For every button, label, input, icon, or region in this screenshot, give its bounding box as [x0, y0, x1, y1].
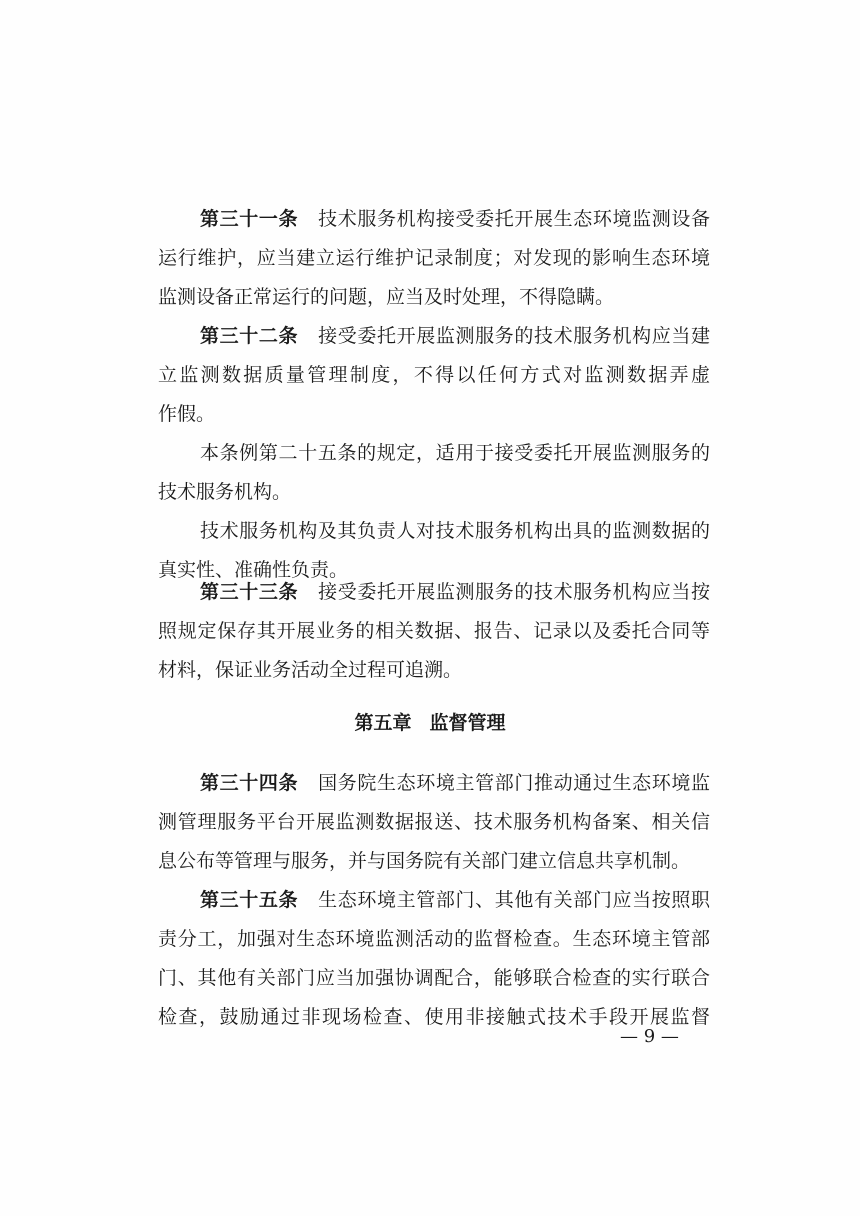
article-32-para3-line-2: 真实性、准确性负责。	[158, 559, 349, 581]
article-35-line-1: 第三十五条 生态环境主管部门、其他有关部门应当按照职	[200, 889, 710, 911]
article-34-line-3: 息公布等管理与服务，并与国务院有关部门建立信息共享机制。	[158, 850, 691, 872]
article-32-line-2: 立监测数据质量管理制度，不得以任何方式对监测数据弄虚	[158, 364, 710, 386]
article-34-line-2: 测管理服务平台开展监测数据报送、技术服务机构备案、相关信	[158, 811, 710, 833]
article-35-line-3: 门、其他有关部门应当加强协调配合，能够联合检查的实行联合	[158, 967, 710, 989]
chapter-title: 监督管理	[429, 712, 506, 734]
article-31-line-3: 监测设备正常运行的问题，应当及时处理，不得隐瞒。	[158, 286, 615, 308]
chapter-heading	[0, 709, 860, 737]
chapter-number: 第五章	[354, 712, 412, 734]
article-33-number: 第三十三条	[200, 581, 299, 603]
article-34-line-1: 第三十四条 国务院生态环境主管部门推动通过生态环境监	[200, 772, 710, 794]
article-32-para2-line-1: 本条例第二十五条的规定，适用于接受委托开展监测服务的	[200, 442, 710, 464]
article-32-para2-line-2: 技术服务机构。	[158, 481, 292, 503]
article-35-line-4: 检查，鼓励通过非现场检查、使用非接触式技术手段开展监督	[158, 1006, 710, 1028]
article-35-number: 第三十五条	[200, 889, 299, 911]
article-33-line-2: 照规定保存其开展业务的相关数据、报告、记录以及委托合同等	[158, 620, 710, 642]
article-33-line-3: 材料，保证业务活动全过程可追溯。	[158, 659, 463, 681]
article-34-number: 第三十四条	[200, 772, 299, 794]
article-32-number: 第三十二条	[200, 325, 299, 347]
article-32-line-3: 作假。	[158, 403, 216, 425]
article-31-line-2: 运行维护，应当建立运行维护记录制度；对发现的影响生态环境	[158, 247, 710, 269]
article-31-line-1: 第三十一条 技术服务机构接受委托开展生态环境监测设备	[200, 208, 710, 230]
article-31-number: 第三十一条	[200, 208, 299, 230]
article-32-line-1: 第三十二条 接受委托开展监测服务的技术服务机构应当建	[200, 325, 710, 347]
article-33-line-1: 第三十三条 接受委托开展监测服务的技术服务机构应当按	[200, 581, 710, 603]
page-number: — 9 —	[620, 1026, 679, 1047]
article-32-para3-line-1: 技术服务机构及其负责人对技术服务机构出具的监测数据的	[200, 520, 710, 542]
article-35-line-2: 责分工，加强对生态环境监测活动的监督检查。生态环境主管部	[158, 928, 710, 950]
